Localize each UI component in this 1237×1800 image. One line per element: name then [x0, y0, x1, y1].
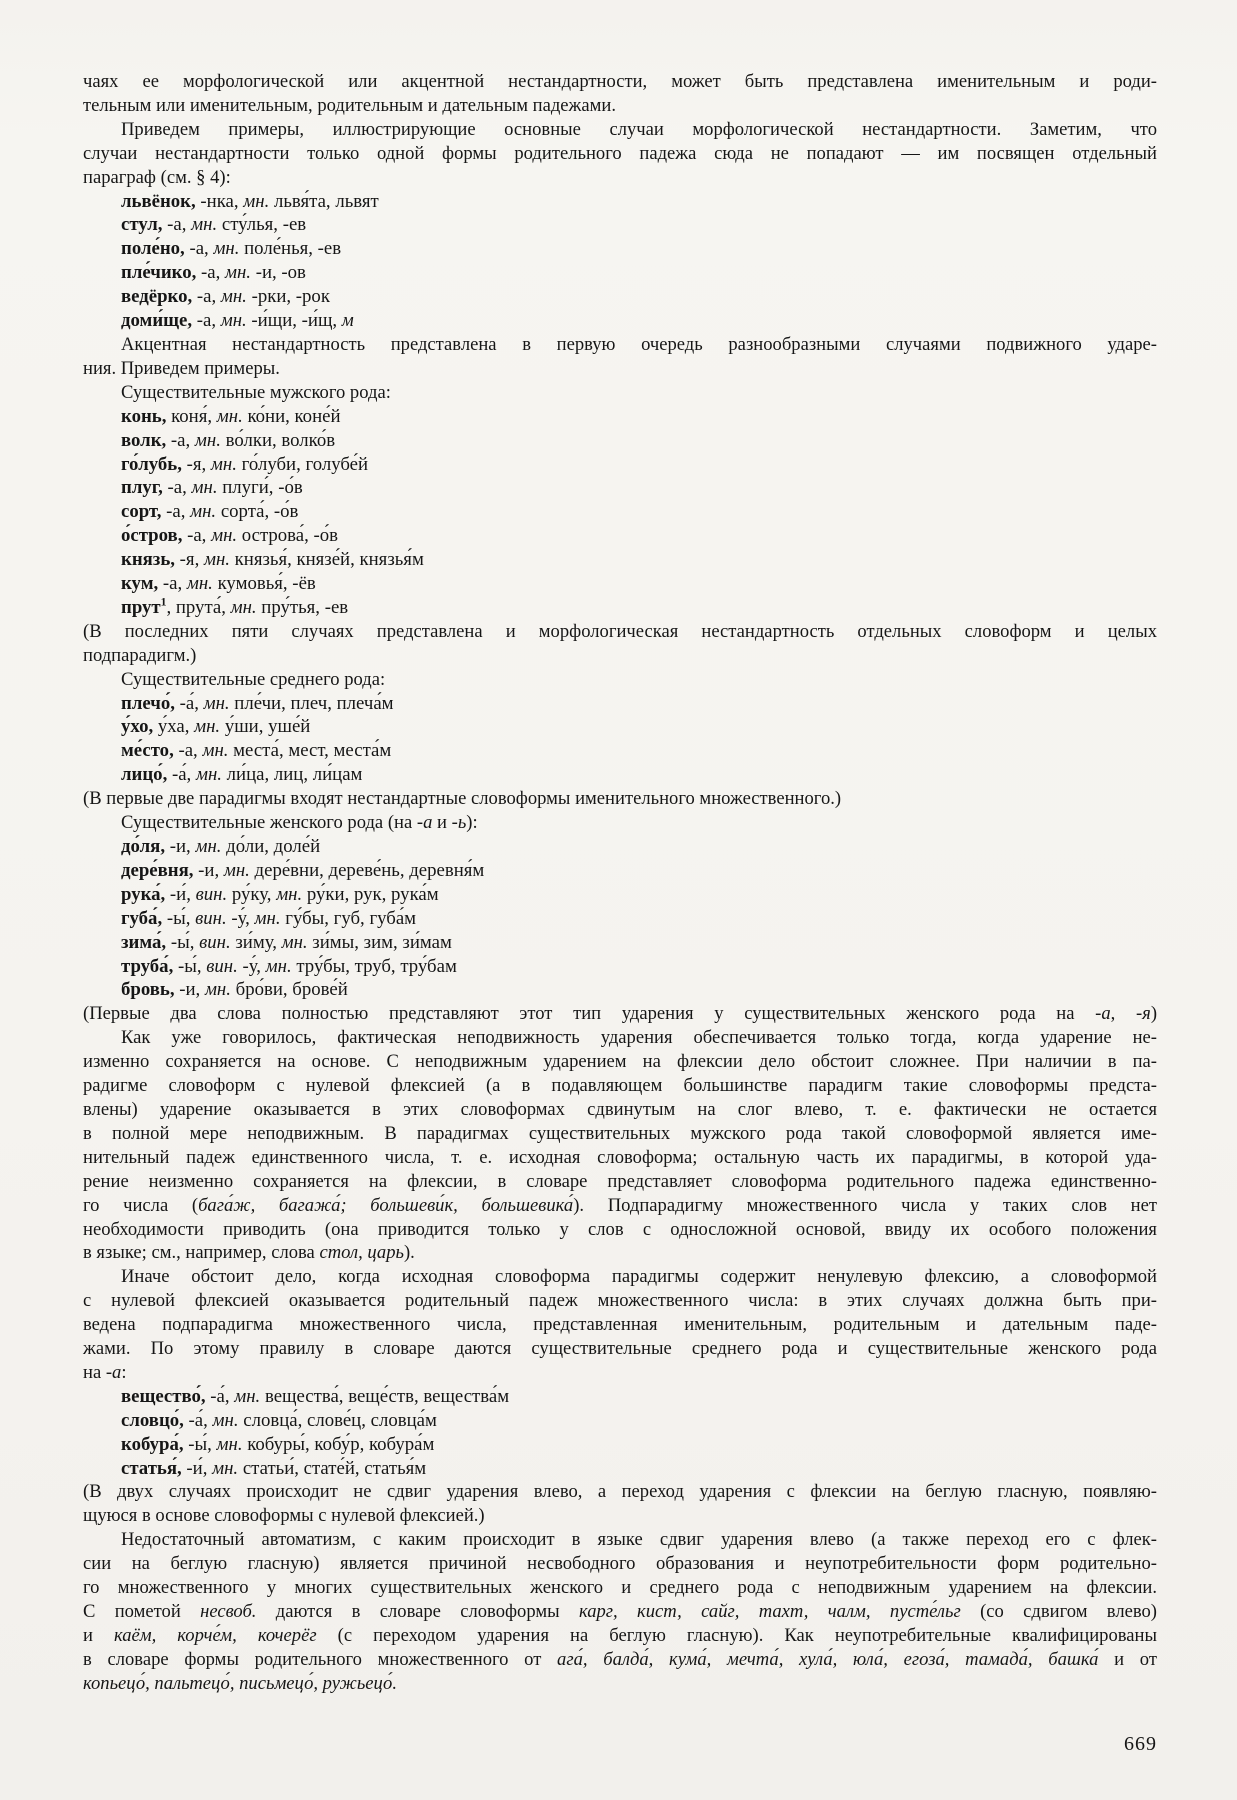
text-run: и от — [1098, 1648, 1157, 1670]
italic-text: -а — [105, 1361, 122, 1383]
text-run: плуги́, -о́в — [217, 477, 303, 499]
text-run: подпарадигм.) — [83, 644, 197, 666]
dictionary-entry-line — [83, 476, 1157, 500]
text-run: -рки, -рок — [246, 286, 330, 308]
text-run: в полной мере неподвижным. В парадигмах существительных мужского рода такой словоформой является име- — [83, 1122, 1157, 1144]
text-run: (Первые два слова полностью представляют этот тип ударения у существительных женского рода на — [83, 1003, 1096, 1025]
dictionary-entry-line — [83, 261, 1157, 285]
dictionary-entry-line — [83, 763, 1157, 787]
text-line — [83, 1600, 1157, 1624]
text-run: у́ши, уше́й — [220, 716, 311, 738]
text-run: чаях ее морфологической или акцентной нестандартности, может быть представлена именительным и роди- — [83, 71, 1157, 92]
italic-text: мн. — [195, 764, 222, 786]
text-line — [83, 70, 1157, 94]
headword: волк, — [121, 429, 167, 451]
text-run: -а, — [173, 740, 203, 762]
dictionary-entry-line — [83, 309, 1157, 333]
text-line — [83, 1241, 1157, 1265]
text-run: -и, -ов — [251, 262, 306, 284]
text-line — [83, 1098, 1157, 1122]
text-run: -у́, — [237, 955, 266, 977]
text-run: кобуры́, кобу́р, кобура́м — [242, 1433, 435, 1455]
text-run: -а, — [158, 573, 187, 595]
italic-text: -ь — [451, 812, 467, 834]
text-line — [83, 1026, 1157, 1050]
italic-text: мн. — [230, 596, 257, 618]
italic-text: мн. — [225, 262, 251, 284]
text-run: сту́лья, -ев — [217, 214, 307, 236]
text-run: гу́бы, губ, губа́м — [280, 907, 417, 929]
dictionary-entry-line — [83, 931, 1157, 955]
text-line — [83, 1576, 1157, 1600]
italic-text: карг, кист, сайг, тахт, чалм, пусте́льг — [578, 1601, 961, 1622]
italic-text: мн. — [195, 836, 222, 857]
text-run: изменно сохраняется на основе. С неподвижным ударением на флексии дело обстоит сложнее. При наличии в па- — [83, 1051, 1157, 1073]
text-run: пле́чи, плеч, плеча́м — [229, 692, 394, 714]
text-line — [83, 1624, 1157, 1648]
dictionary-entry-line — [83, 859, 1157, 883]
dictionary-entry-line — [83, 190, 1157, 214]
text-line — [83, 1504, 1157, 1528]
text-line — [83, 381, 1157, 405]
italic-text: мн. — [223, 859, 250, 881]
dictionary-entry-line — [83, 429, 1157, 453]
text-run: коня́, — [166, 405, 217, 427]
headword: труба́, — [121, 955, 174, 977]
italic-text: мн. — [204, 979, 231, 1001]
text-run: даются в словаре словоформы — [256, 1601, 579, 1622]
text-line — [83, 787, 1157, 811]
headword: рука́, — [121, 883, 166, 905]
italic-text: мн. — [191, 214, 218, 236]
text-run: го числа ( — [83, 1194, 199, 1216]
headword: сорт, — [121, 501, 162, 523]
headword: плуг, — [121, 477, 163, 499]
text-run: до́ли, доле́й — [221, 836, 321, 857]
text-run: ко́ни, коне́й — [242, 405, 341, 427]
dictionary-entry-line — [83, 715, 1157, 739]
text-line — [83, 668, 1157, 692]
text-run: , прута́, — [166, 596, 231, 618]
text-run: львя́та, львят — [269, 190, 379, 212]
italic-text: -а — [416, 812, 433, 834]
dictionary-entry-line — [83, 978, 1157, 1002]
text-run: бро́ви, брове́й — [230, 979, 348, 1001]
headword: словцо́, — [121, 1409, 184, 1431]
text-line — [83, 118, 1157, 142]
dictionary-entry-line — [83, 572, 1157, 596]
text-run: ): — [466, 812, 478, 834]
italic-text: мн. — [212, 1457, 239, 1479]
text-run: Существительные среднего рода: — [121, 668, 386, 690]
dictionary-entry-line — [83, 1433, 1157, 1457]
text-run: зи́му, — [230, 931, 282, 953]
text-run: ния. Приведем примеры. — [83, 357, 280, 379]
headword: плечо́, — [121, 692, 175, 714]
headword: доми́ще, — [121, 310, 193, 332]
dictionary-entry-line — [83, 453, 1157, 477]
text-run: статьи́, стате́й, статья́м — [238, 1457, 427, 1479]
text-run: -а, — [162, 477, 192, 499]
text-line — [83, 333, 1157, 357]
text-run: -и, — [193, 859, 224, 881]
headword: ведёрко, — [121, 286, 193, 308]
italic-text: мн. — [212, 1409, 239, 1431]
headword: до́ля, — [121, 836, 166, 857]
headword: статья́, — [121, 1457, 182, 1479]
italic-text: мн. — [265, 955, 292, 977]
dictionary-entry-line — [83, 548, 1157, 572]
text-line — [83, 94, 1157, 118]
text-line — [83, 1361, 1157, 1385]
text-line — [83, 1528, 1157, 1552]
text-run: дере́вни, дереве́нь, деревня́м — [249, 859, 485, 881]
italic-text: мн. — [190, 501, 217, 523]
text-run: (со сдвигом влево) — [960, 1601, 1157, 1622]
text-run: ру́ки, рук, рука́м — [302, 883, 439, 905]
text-run: -и, — [174, 979, 205, 1001]
dictionary-entry-line — [83, 907, 1157, 931]
headword: князь, — [121, 549, 175, 571]
dictionary-entry-line — [83, 1409, 1157, 1433]
italic-text: каём, корче́м, кочерёг — [113, 1624, 317, 1646]
text-run: поле́нья, -ев — [239, 238, 342, 260]
headword: зима́, — [121, 931, 167, 953]
text-run: -ы́, — [183, 1433, 217, 1455]
headword: дере́вня, — [121, 859, 194, 881]
text-run: Приведем примеры, иллюстрирующие основные случаи морфологической нестандартности. Заметим, что — [121, 118, 1157, 140]
text-run: рение неизменно сохраняется на флексии, в словаре представляет словоформа родительного падежа единственно- — [83, 1170, 1157, 1192]
text-run: -и́щи, -и́щ, — [246, 310, 342, 332]
text-run: -ы́, — [166, 931, 200, 953]
headword: губа́, — [121, 907, 163, 929]
italic-text: мн. — [213, 238, 240, 260]
text-run: на — [83, 1361, 106, 1383]
text-run: -а́, — [174, 692, 204, 714]
text-run: , — [1110, 1003, 1136, 1025]
italic-text: ага́, балда́, кума́, мечта́, хула́, юла́, егоза́, тамада́, башка́ — [557, 1648, 1099, 1670]
dictionary-entry-line — [83, 1457, 1157, 1481]
text-run: вещества́, веще́ств, вещества́м — [260, 1385, 510, 1407]
text-run: тру́бы, труб, тру́бам — [291, 955, 457, 977]
text-run: ). Подпарадигму множественного числа у таких слов нет — [573, 1194, 1157, 1216]
text-run: го множественного у многих существительных женского и среднего рода с неподвижным ударением на флексии. — [83, 1577, 1157, 1599]
text-line — [83, 1074, 1157, 1098]
text-run: -а, — [182, 525, 212, 547]
italic-text: стол, царь — [319, 1242, 404, 1264]
text-run: параграф (см. § 4): — [83, 166, 231, 188]
text-run: -и́, — [165, 883, 196, 905]
text-run: щуюся в основе словоформы с нулевой флексией.) — [83, 1505, 485, 1527]
dictionary-entry-line — [83, 883, 1157, 907]
italic-text: мн. — [203, 692, 230, 714]
text-run: С пометой — [83, 1601, 201, 1622]
text-line — [83, 1170, 1157, 1194]
headword: о́стров, — [121, 525, 183, 547]
text-line — [83, 1002, 1157, 1026]
text-line — [83, 1050, 1157, 1074]
italic-text: -а — [1095, 1003, 1111, 1025]
text-line — [83, 1194, 1157, 1218]
dictionary-entry-line — [83, 524, 1157, 548]
text-block — [83, 70, 1157, 1696]
italic-text: мн. — [194, 716, 221, 738]
text-line — [83, 1289, 1157, 1313]
dictionary-entry-line — [83, 237, 1157, 261]
text-run: го́луби, голубе́й — [236, 453, 369, 475]
headword: го́лубь, — [121, 453, 182, 475]
headword: львёнок, — [121, 190, 196, 212]
text-run: -а, — [161, 501, 191, 523]
text-line — [83, 1265, 1157, 1289]
text-run: и — [83, 1624, 114, 1646]
dictionary-entry-line — [83, 1385, 1157, 1409]
italic-text: мн. — [202, 740, 229, 762]
dictionary-entry-line — [83, 835, 1157, 859]
italic-text: мн. — [191, 477, 218, 499]
text-run: острова́, -о́в — [237, 525, 339, 547]
text-run: пру́тья, -ев — [256, 596, 349, 618]
text-run: -я, — [181, 453, 211, 475]
headword: прут — [121, 596, 161, 618]
dictionary-entry-line — [83, 405, 1157, 429]
text-line — [83, 1218, 1157, 1242]
italic-text: несвоб. — [200, 1601, 257, 1622]
italic-text: мн. — [194, 429, 221, 451]
text-run: (В первые две парадигмы входят нестандартные словоформы именительного множественного.) — [83, 788, 842, 810]
text-run: у́ха, — [153, 716, 195, 738]
text-run: (В последних пяти случаях представлена и морфологическая нестандартность отдельных словоформ и целых — [83, 620, 1157, 642]
dictionary-entry-line — [83, 285, 1157, 309]
text-line — [83, 1146, 1157, 1170]
text-run: во́лки, волко́в — [220, 429, 336, 451]
headword: ме́сто, — [121, 740, 174, 762]
text-run: тельным или именительным, родительным и дательным падежами. — [83, 94, 617, 116]
text-run: -у́, — [226, 907, 255, 929]
text-line — [83, 620, 1157, 644]
text-run: сии на беглую гласную) является причиной несвободного образования и неупотребительности форм родительно- — [83, 1553, 1157, 1575]
text-run: места́, мест, места́м — [228, 740, 392, 762]
text-run: в языке; см., например, слова — [83, 1242, 320, 1264]
text-line — [83, 357, 1157, 381]
italic-text: мн. — [220, 310, 247, 332]
text-run: и — [432, 812, 452, 834]
text-run: влены) ударение оказывается в этих словоформах сдвинутым на слог влево, т. е. фактически не остается — [83, 1098, 1157, 1120]
text-run: ведена подпарадигма множественного числа, представленная именительным, родительным и дательным паде- — [83, 1314, 1157, 1336]
text-run: -нка, — [195, 190, 244, 212]
dictionary-entry-line — [83, 596, 1157, 620]
text-line — [83, 142, 1157, 166]
italic-text: мн. — [220, 286, 247, 308]
text-run: -а́, — [167, 764, 196, 786]
italic-text: мн. — [243, 190, 270, 212]
text-run: Существительные мужского рода: — [121, 381, 391, 403]
text-run: словца́, слове́ц, словца́м — [238, 1409, 437, 1431]
text-run: -а, — [162, 214, 192, 236]
headword: поле́но, — [121, 238, 185, 260]
text-run: (с переходом ударения на беглую гласную). Как неупотребительные квалифицированы — [316, 1624, 1157, 1646]
text-run: случаи нестандартности только одной формы родительного падежа сюда не попадают — им посвящен отдельный — [83, 142, 1157, 164]
text-run: князья́, князе́й, князья́м — [229, 549, 424, 571]
headword: вещество́, — [121, 1385, 206, 1407]
italic-text: мн. — [210, 453, 237, 475]
text-line — [83, 1122, 1157, 1146]
dictionary-entry-line — [83, 739, 1157, 763]
text-run: Акцентная нестандартность представлена в первую очередь разнообразными случаями подвижного ударе- — [121, 333, 1157, 355]
text-run: -а, — [166, 429, 195, 451]
italic-text: мн. — [203, 549, 230, 571]
text-line — [83, 1313, 1157, 1337]
headword: стул, — [121, 214, 163, 236]
italic-text: мн. — [211, 525, 238, 547]
headword: лицо́, — [121, 764, 168, 786]
text-run: -а, — [196, 262, 225, 284]
text-line — [83, 811, 1157, 835]
text-run: -я, — [174, 549, 204, 571]
italic-text: мн. — [254, 907, 281, 929]
text-line — [83, 1480, 1157, 1504]
text-run: Как уже говорилось, фактическая неподвижность ударения обеспечивается только тогда, когда ударение не- — [121, 1027, 1157, 1049]
headword: конь, — [121, 405, 167, 427]
italic-text: копьецо́, пальтецо́, письмецо́, ружьецо́. — [83, 1672, 397, 1694]
text-run: Иначе обстоит дело, когда исходная словоформа парадигмы содержит ненулевую флексию, а словоформой — [121, 1266, 1157, 1288]
italic-text: мн. — [216, 405, 243, 427]
text-run: -а́, — [183, 1409, 213, 1431]
italic-text: мн. — [186, 573, 213, 595]
headword: бровь, — [121, 979, 175, 1001]
homonym-superscript: 1 — [160, 595, 167, 609]
text-run: Недостаточный автоматизм, с каким происходит в языке сдвиг ударения влево (а также переход его с флек- — [121, 1529, 1157, 1551]
italic-text: бага́ж, багажа́; большеви́к, большевика́ — [198, 1194, 574, 1216]
text-line — [83, 1672, 1157, 1696]
text-line — [83, 1552, 1157, 1576]
italic-text: -я — [1135, 1003, 1151, 1025]
text-line — [83, 166, 1157, 190]
text-run: ру́ку, — [227, 883, 277, 905]
text-run: -а, — [192, 286, 221, 308]
text-line — [83, 644, 1157, 668]
text-run: необходимости приводить (она приводится только у слов с односложной основой, ввиду их особого положения — [83, 1218, 1157, 1240]
italic-text: вин. — [206, 955, 238, 977]
dictionary-entry-line — [83, 213, 1157, 237]
text-run: нительный падеж единственного числа, т. е. исходная словоформа; остальную часть их парадигмы, в которой уда- — [83, 1146, 1157, 1168]
text-run: радигме словоформ с нулевой флексией (а в подавляющем большинстве парадигм такие словоформы предста- — [83, 1075, 1157, 1097]
italic-text: мн. — [276, 883, 303, 905]
text-run: сорта́, -о́в — [216, 501, 299, 523]
text-run: -и, — [165, 836, 196, 857]
text-run: в словаре формы родительного множественного от — [83, 1648, 558, 1670]
text-run: (В двух случаях происходит не сдвиг ударения влево, а переход ударения с флексии на беглую гласную, появляю- — [83, 1481, 1157, 1503]
headword: у́хо, — [121, 716, 154, 738]
text-run: с нулевой флексией оказывается родительный падеж множественного числа: в этих случаях должна быть при- — [83, 1290, 1157, 1312]
text-run: ли́ца, лиц, ли́цам — [221, 764, 363, 786]
text-run: -ы́, — [162, 907, 196, 929]
text-run: ). — [403, 1242, 415, 1264]
italic-text: м — [341, 310, 354, 332]
text-line — [83, 1337, 1157, 1361]
italic-text: мн. — [216, 1433, 243, 1455]
italic-text: вин. — [199, 931, 231, 953]
italic-text: вин. — [195, 883, 228, 905]
text-run: -ы́, — [173, 955, 207, 977]
italic-text: мн. — [234, 1385, 261, 1407]
text-run: : — [121, 1361, 127, 1383]
text-run: ) — [1150, 1003, 1158, 1025]
text-run: -а, — [192, 310, 221, 332]
text-run: зи́мы, зим, зи́мам — [307, 931, 452, 953]
text-run: -и́, — [181, 1457, 213, 1479]
headword: пле́чико, — [121, 262, 197, 284]
text-run: -а, — [184, 238, 214, 260]
text-run: Существительные женского рода (на — [121, 812, 417, 834]
headword: кобура́, — [121, 1433, 184, 1455]
headword: кум, — [121, 573, 159, 595]
dictionary-entry-line — [83, 692, 1157, 716]
dictionary-entry-line — [83, 500, 1157, 524]
italic-text: вин. — [195, 907, 227, 929]
text-line — [83, 1648, 1157, 1672]
dictionary-entry-line — [83, 955, 1157, 979]
page-number: 669 — [1124, 1733, 1157, 1755]
text-run: жами. По этому правилу в словаре даются существительные среднего рода и существительные женского рода — [83, 1338, 1157, 1360]
text-run: -а́, — [205, 1385, 235, 1407]
italic-text: мн. — [281, 931, 308, 953]
text-run: кумовья́, -ёв — [212, 573, 316, 595]
